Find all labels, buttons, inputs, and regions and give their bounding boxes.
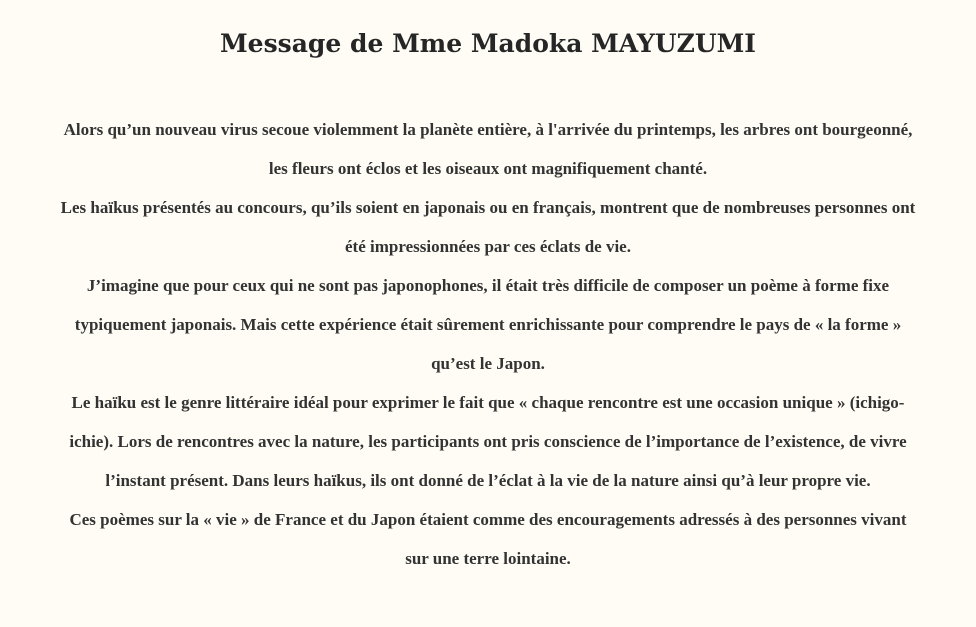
message-body	[60, 110, 916, 578]
paragraph-non-japanese: J’imagine que pour ceux qui ne sont pas japonophones, il était très difficile de composer un poème à forme fixe typiquement japonais. Mais cette expérience était sûrement enrichissante pour comprendre le pays de « la forme » qu’est le Japon.	[74, 276, 902, 373]
paragraph-encouragement: Ces poèmes sur la « vie » de France et du Japon étaient comme des encouragements adressés à des personnes vivant sur une terre lointaine.	[69, 510, 907, 568]
paragraph-ichigo-ichie: Le haïku est le genre littéraire idéal pour exprimer le fait que « chaque rencontre est une occasion unique » (ichigo-ichie). Lors de rencontres avec la nature, les participants ont pris conscience de l’importance de l’existence, de vivre l’instant présent. Dans leurs haïkus, ils ont donné de l’éclat à la vie de la nature ainsi qu’à leur propre vie.	[69, 393, 907, 490]
paragraph-spring: Alors qu’un nouveau virus secoue violemment la planète entière, à l'arrivée du printemps, les arbres ont bourgeonné, les fleurs ont éclos et les oiseaux ont magnifiquement chanté.	[63, 120, 913, 178]
paragraph-contest: Les haïkus présentés au concours, qu’ils soient en japonais ou en français, montrent que de nombreuses personnes ont été impressionnées par ces éclats de vie.	[60, 198, 916, 256]
page-title: Message de Mme Madoka MAYUZUMI	[220, 29, 756, 58]
